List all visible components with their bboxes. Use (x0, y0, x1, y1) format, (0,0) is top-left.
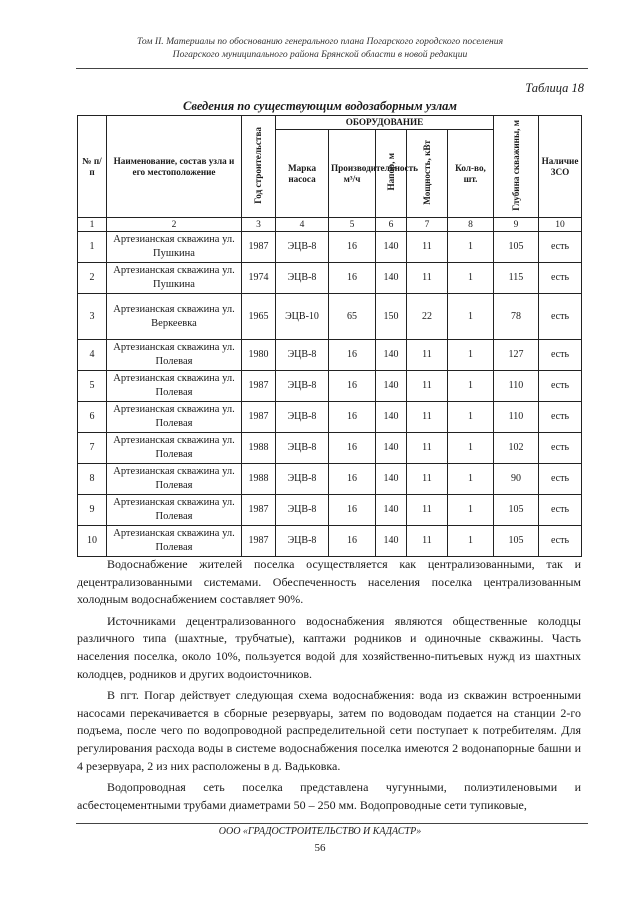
cell-head: 140 (376, 371, 407, 402)
cell-capacity: 16 (329, 263, 376, 294)
col-number: 10 (539, 218, 582, 232)
cell-name: Артезианская скважина ул. Полевая (107, 402, 242, 433)
table-row (78, 402, 582, 433)
cell-count: 1 (448, 232, 494, 263)
cell-depth: 115 (494, 263, 539, 294)
cell-zso: есть (539, 464, 582, 495)
cell-capacity: 16 (329, 464, 376, 495)
cell-count: 1 (448, 433, 494, 464)
cell-power: 11 (407, 232, 448, 263)
col-header-depth: Глубина скважины, м (494, 116, 539, 218)
cell-year: 1988 (242, 433, 276, 464)
cell-no: 2 (78, 263, 107, 294)
footer-organization: ООО «ГРАДОСТРОИТЕЛЬСТВО И КАДАСТР» (218, 826, 422, 837)
cell-power: 11 (407, 263, 448, 294)
cell-depth: 105 (494, 232, 539, 263)
col-header-no: № п/п (78, 116, 107, 218)
cell-depth: 110 (494, 371, 539, 402)
paragraph: Источниками децентрализованного водоснабжения являются общественные колодцы различного типа (шахтные, трубчатые), каптажи родников и одиночные скважины. Часть населения поселка, около 10%, пользуется водой для хозяйственно-питьевых нужд из шахтных колодцев, родников и других водоисточников. (77, 613, 581, 681)
col-header-zso: Наличие ЗСО (539, 116, 582, 218)
cell-count: 1 (448, 263, 494, 294)
cell-capacity: 16 (329, 433, 376, 464)
cell-pump: ЭЦВ-8 (276, 402, 329, 433)
paragraph: Водоснабжение жителей поселка осуществляется как централизованными, так и децентрализованными системами. Обеспеченность населения поселка централизованным холодным водоснабжением составляет 90%. (77, 557, 581, 607)
cell-year: 1980 (242, 340, 276, 371)
cell-pump: ЭЦВ-10 (276, 294, 329, 340)
cell-head: 140 (376, 495, 407, 526)
cell-capacity: 16 (329, 495, 376, 526)
cell-name: Артезианская скважина ул. Полевая (107, 371, 242, 402)
table-row (78, 371, 582, 402)
cell-depth: 105 (494, 526, 539, 557)
cell-capacity: 65 (329, 294, 376, 340)
cell-count: 1 (448, 294, 494, 340)
cell-no: 5 (78, 371, 107, 402)
cell-no: 6 (78, 402, 107, 433)
col-header-capacity: Производительность м³/ч (329, 130, 376, 218)
table-row (78, 294, 582, 340)
cell-no: 8 (78, 464, 107, 495)
cell-zso: есть (539, 340, 582, 371)
col-number: 6 (376, 218, 407, 232)
cell-head: 140 (376, 526, 407, 557)
cell-head: 140 (376, 433, 407, 464)
cell-no: 3 (78, 294, 107, 340)
cell-capacity: 16 (329, 340, 376, 371)
cell-power: 11 (407, 402, 448, 433)
cell-name: Артезианская скважина ул. Полевая (107, 433, 242, 464)
cell-count: 1 (448, 495, 494, 526)
cell-name: Артезианская скважина ул. Полевая (107, 464, 242, 495)
cell-head: 140 (376, 340, 407, 371)
cell-no: 10 (78, 526, 107, 557)
cell-pump: ЭЦВ-8 (276, 495, 329, 526)
col-number: 4 (276, 218, 329, 232)
cell-power: 11 (407, 340, 448, 371)
cell-no: 7 (78, 433, 107, 464)
cell-pump: ЭЦВ-8 (276, 371, 329, 402)
cell-depth: 105 (494, 495, 539, 526)
cell-count: 1 (448, 464, 494, 495)
cell-depth: 110 (494, 402, 539, 433)
cell-zso: есть (539, 526, 582, 557)
cell-capacity: 16 (329, 526, 376, 557)
cell-no: 4 (78, 340, 107, 371)
cell-name: Артезианская скважина ул. Полевая (107, 340, 242, 371)
col-header-year: Год строительства (242, 116, 276, 218)
table-row (78, 526, 582, 557)
cell-power: 11 (407, 371, 448, 402)
cell-zso: есть (539, 232, 582, 263)
cell-year: 1987 (242, 495, 276, 526)
cell-count: 1 (448, 340, 494, 371)
cell-zso: есть (539, 371, 582, 402)
paragraph: Водопроводная сеть поселка представлена чугунными, полиэтиленовыми и асбестоцементными трубами диаметрами 50 – 250 мм. Водопроводные сети тупиковые, (77, 780, 581, 812)
col-header-head: Напор, м (376, 130, 407, 218)
paragraph: В пгт. Погар действует следующая схема водоснабжения: вода из скважин встроенными насосами перекачивается в сборные резервуары, затем по водоводам подается на станции 2-го подъема, после чего по водопроводной распределительной сети поступает к потребителям. Для регулирования расхода воды в системе водоснабжения поселка имеются 2 водонапорные башни и 4 резервуара, 2 из них расположены в д. Вадьковка. (77, 688, 581, 773)
cell-pump: ЭЦВ-8 (276, 263, 329, 294)
cell-depth: 90 (494, 464, 539, 495)
cell-count: 1 (448, 526, 494, 557)
header-line-1: Том II. Материалы по обоснованию генерального плана Погарского городского поселения (136, 36, 504, 47)
cell-year: 1987 (242, 232, 276, 263)
cell-depth: 127 (494, 340, 539, 371)
cell-name: Артезианская скважина ул. Веркеевка (107, 294, 242, 340)
cell-depth: 78 (494, 294, 539, 340)
col-number: 8 (448, 218, 494, 232)
cell-no: 1 (78, 232, 107, 263)
table-row (78, 433, 582, 464)
header-divider (76, 68, 588, 69)
cell-power: 11 (407, 495, 448, 526)
cell-power: 11 (407, 433, 448, 464)
water-intake-table (77, 115, 582, 557)
cell-capacity: 16 (329, 402, 376, 433)
cell-head: 140 (376, 464, 407, 495)
cell-power: 11 (407, 464, 448, 495)
cell-year: 1965 (242, 294, 276, 340)
cell-zso: есть (539, 433, 582, 464)
cell-zso: есть (539, 495, 582, 526)
table-row (78, 340, 582, 371)
col-number: 9 (494, 218, 539, 232)
page-number: 56 (314, 842, 326, 854)
cell-count: 1 (448, 371, 494, 402)
cell-head: 140 (376, 232, 407, 263)
cell-count: 1 (448, 402, 494, 433)
col-number: 3 (242, 218, 276, 232)
cell-pump: ЭЦВ-8 (276, 433, 329, 464)
cell-power: 11 (407, 526, 448, 557)
cell-name: Артезианская скважина ул. Пушкина (107, 263, 242, 294)
cell-pump: ЭЦВ-8 (276, 526, 329, 557)
cell-year: 1987 (242, 402, 276, 433)
cell-name: Артезианская скважина ул. Полевая (107, 526, 242, 557)
cell-head: 140 (376, 402, 407, 433)
cell-no: 9 (78, 495, 107, 526)
table-row (78, 263, 582, 294)
cell-head: 150 (376, 294, 407, 340)
cell-pump: ЭЦВ-8 (276, 232, 329, 263)
col-number: 5 (329, 218, 376, 232)
cell-pump: ЭЦВ-8 (276, 464, 329, 495)
cell-zso: есть (539, 294, 582, 340)
table-title: Сведения по существующим водозаборным узлам (183, 99, 457, 113)
cell-name: Артезианская скважина ул. Полевая (107, 495, 242, 526)
col-number: 7 (407, 218, 448, 232)
col-header-pump: Марка насоса (276, 130, 329, 218)
footer-divider (76, 823, 588, 824)
table-number: Таблица 18 (525, 81, 584, 95)
cell-name: Артезианская скважина ул. Пушкина (107, 232, 242, 263)
column-number-row (78, 218, 582, 232)
header-line-2: Погарского муниципального района Брянской области в новой редакции (172, 48, 468, 60)
cell-year: 1974 (242, 263, 276, 294)
table-row (78, 232, 582, 263)
body-text (77, 556, 581, 818)
col-header-power: Мощность, кВт (407, 130, 448, 218)
cell-power: 22 (407, 294, 448, 340)
col-header-name: Наименование, состав узла и его местоположение (107, 116, 242, 218)
cell-pump: ЭЦВ-8 (276, 340, 329, 371)
cell-year: 1987 (242, 526, 276, 557)
cell-depth: 102 (494, 433, 539, 464)
cell-year: 1987 (242, 371, 276, 402)
table-row (78, 495, 582, 526)
col-number: 2 (107, 218, 242, 232)
cell-capacity: 16 (329, 232, 376, 263)
cell-capacity: 16 (329, 371, 376, 402)
cell-year: 1988 (242, 464, 276, 495)
cell-head: 140 (376, 263, 407, 294)
col-number: 1 (78, 218, 107, 232)
col-header-equipment: ОБОРУДОВАНИЕ (276, 116, 494, 130)
page-header (0, 36, 640, 61)
cell-zso: есть (539, 402, 582, 433)
col-header-count: Кол-во, шт. (448, 130, 494, 218)
table-row (78, 464, 582, 495)
cell-zso: есть (539, 263, 582, 294)
